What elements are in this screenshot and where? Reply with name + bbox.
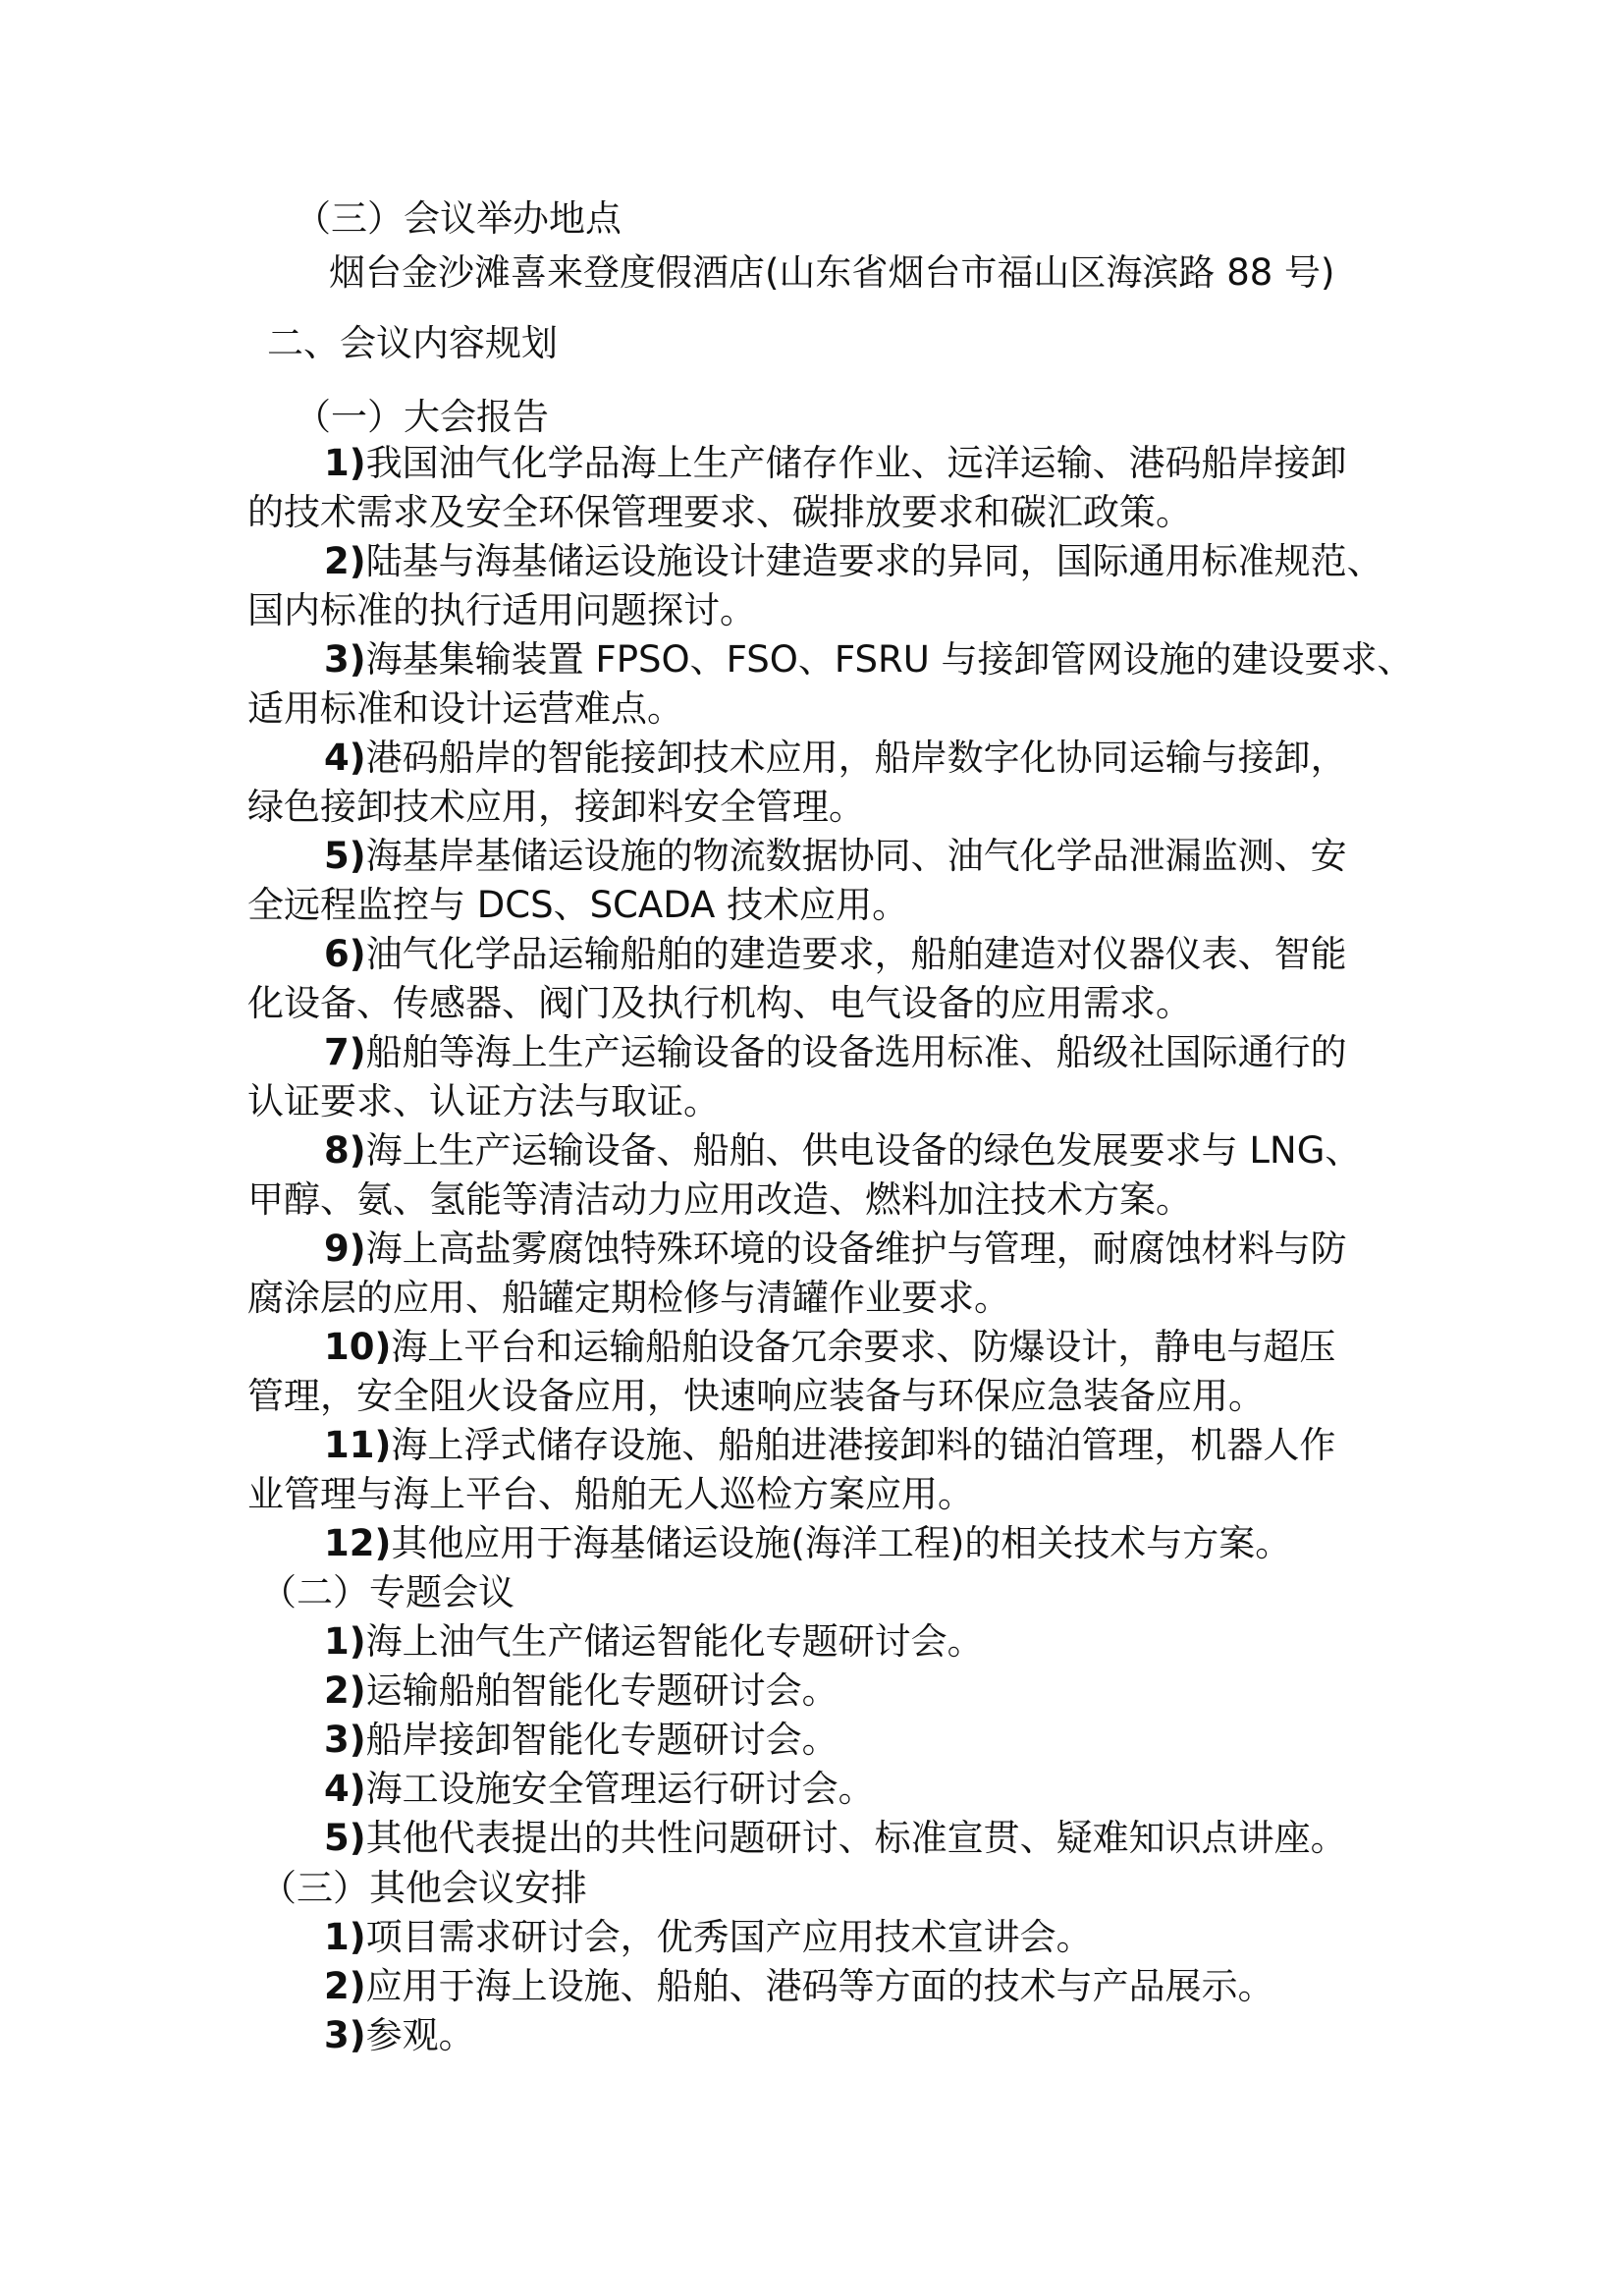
item-text: 海上平台和运输船舶设备冗余要求、防爆设计，静电与超压 <box>391 1326 1336 1368</box>
item-number: 10) <box>324 1326 392 1368</box>
special-item <box>324 1667 839 1716</box>
item-number: 2) <box>324 540 366 582</box>
plenary-item-line2: 绿色接卸技术应用，接卸料安全管理。 <box>247 786 865 828</box>
plenary-item-line2: 认证要求、认证方法与取证。 <box>247 1080 720 1122</box>
item-text: 海上油气生产储运智能化专题研讨会。 <box>365 1620 984 1663</box>
item-text: 船舶等海上生产运输设备的设备选用标准、船级社国际通行的 <box>365 1031 1347 1073</box>
other-item <box>324 1913 1093 1962</box>
plenary-item-line2: 业管理与海上平台、船舶无人巡检方案应用。 <box>247 1473 974 1515</box>
plenary-item-line1 <box>324 1421 1335 1470</box>
item-number: 6) <box>324 933 366 975</box>
plenary-item-line1 <box>324 1519 1291 1568</box>
item-text: 海工设施安全管理运行研讨会。 <box>365 1768 875 1810</box>
item-number: 3) <box>324 2014 366 2056</box>
item-number: 1) <box>324 1916 366 1958</box>
item-text: 海上浮式储存设施、船舶进港接卸料的锚泊管理，机器人作 <box>391 1424 1336 1466</box>
plenary-item-line1 <box>324 1028 1347 1077</box>
item-number: 5) <box>324 1817 366 1859</box>
item-text: 港码船岸的智能接卸技术应用，船岸数字化协同运输与接卸， <box>365 737 1347 779</box>
item-number: 7) <box>324 1031 366 1073</box>
plenary-item-line1 <box>324 1323 1335 1372</box>
item-text: 陆基与海基储运设施设计建造要求的异同，国际通用标准规范、 <box>365 540 1383 582</box>
plenary-item-line2: 全远程监控与 DCS、SCADA 技术应用。 <box>247 884 909 926</box>
plenary-item-line2: 适用标准和设计运营难点。 <box>247 687 683 730</box>
other-item <box>324 2011 475 2060</box>
item-number: 12) <box>324 1522 392 1564</box>
item-text: 其他应用于海基储运设施(海洋工程)的相关技术与方案。 <box>391 1522 1292 1564</box>
item-text: 运输船舶智能化专题研讨会。 <box>365 1669 839 1712</box>
special-item <box>324 1716 839 1765</box>
item-text: 参观。 <box>365 2014 475 2056</box>
item-number: 3) <box>324 638 366 681</box>
plenary-item-line2: 国内标准的执行适用问题探讨。 <box>247 589 756 631</box>
special-heading: （二）专题会议 <box>260 1571 514 1613</box>
item-number: 2) <box>324 1669 366 1712</box>
other-item <box>324 1962 1274 2011</box>
plenary-item-line2: 甲醇、氨、氢能等清洁动力应用改造、燃料加注技术方案。 <box>247 1178 1192 1221</box>
item-number: 5) <box>324 835 366 877</box>
plenary-item-line1 <box>324 1225 1347 1274</box>
item-text: 我国油气化学品海上生产储存作业、远洋运输、港码船岸接卸 <box>365 442 1347 484</box>
plenary-item-line1 <box>324 1126 1361 1175</box>
item-text: 其他代表提出的共性问题研讨、标准宣贯、疑难知识点讲座。 <box>365 1817 1347 1859</box>
plenary-item-line1 <box>324 635 1414 684</box>
item-number: 11) <box>324 1424 392 1466</box>
content-heading: 二、会议内容规划 <box>267 322 558 364</box>
item-number: 4) <box>324 737 366 779</box>
item-number: 4) <box>324 1768 366 1810</box>
item-number: 1) <box>324 1620 366 1663</box>
other-heading: （三）其他会议安排 <box>260 1867 587 1909</box>
item-text: 项目需求研讨会，优秀国产应用技术宣讲会。 <box>365 1916 1093 1958</box>
item-number: 3) <box>324 1719 366 1761</box>
item-number: 2) <box>324 1965 366 2007</box>
plenary-item-line1 <box>324 832 1347 881</box>
item-text: 海上生产运输设备、船舶、供电设备的绿色发展要求与 LNG、 <box>365 1129 1362 1172</box>
plenary-item-line2: 腐涂层的应用、船罐定期检修与清罐作业要求。 <box>247 1277 1010 1319</box>
special-item <box>324 1617 984 1667</box>
item-text: 海基岸基储运设施的物流数据协同、油气化学品泄漏监测、安 <box>365 835 1347 877</box>
plenary-item-line1 <box>324 537 1383 586</box>
special-item <box>324 1814 1347 1863</box>
item-text: 应用于海上设施、船舶、港码等方面的技术与产品展示。 <box>365 1965 1274 2007</box>
item-text: 海基集输装置 FPSO、FSO、FSRU 与接卸管网设施的建设要求、 <box>365 638 1414 681</box>
item-text: 油气化学品运输船舶的建造要求，船舶建造对仪器仪表、智能 <box>365 933 1347 975</box>
plenary-heading: （一）大会报告 <box>295 396 549 438</box>
venue-address: 烟台金沙滩喜来登度假酒店(山东省烟台市福山区海滨路 88 号) <box>329 251 1335 294</box>
item-text: 船岸接卸智能化专题研讨会。 <box>365 1719 839 1761</box>
plenary-item-line2: 管理，安全阻火设备应用，快速响应装备与环保应急装备应用。 <box>247 1375 1265 1417</box>
plenary-item-line2: 的技术需求及安全环保管理要求、碳排放要求和碳汇政策。 <box>247 491 1192 533</box>
special-item <box>324 1765 875 1814</box>
item-number: 8) <box>324 1129 366 1172</box>
plenary-item-line1 <box>324 439 1347 488</box>
venue-heading: （三）会议举办地点 <box>295 197 622 240</box>
plenary-item-line1 <box>324 930 1347 979</box>
item-number: 1) <box>324 442 366 484</box>
plenary-item-line2: 化设备、传感器、阀门及执行机构、电气设备的应用需求。 <box>247 982 1192 1024</box>
item-text: 海上高盐雾腐蚀特殊环境的设备维护与管理，耐腐蚀材料与防 <box>365 1228 1347 1270</box>
item-number: 9) <box>324 1228 366 1270</box>
plenary-item-line1 <box>324 734 1347 783</box>
